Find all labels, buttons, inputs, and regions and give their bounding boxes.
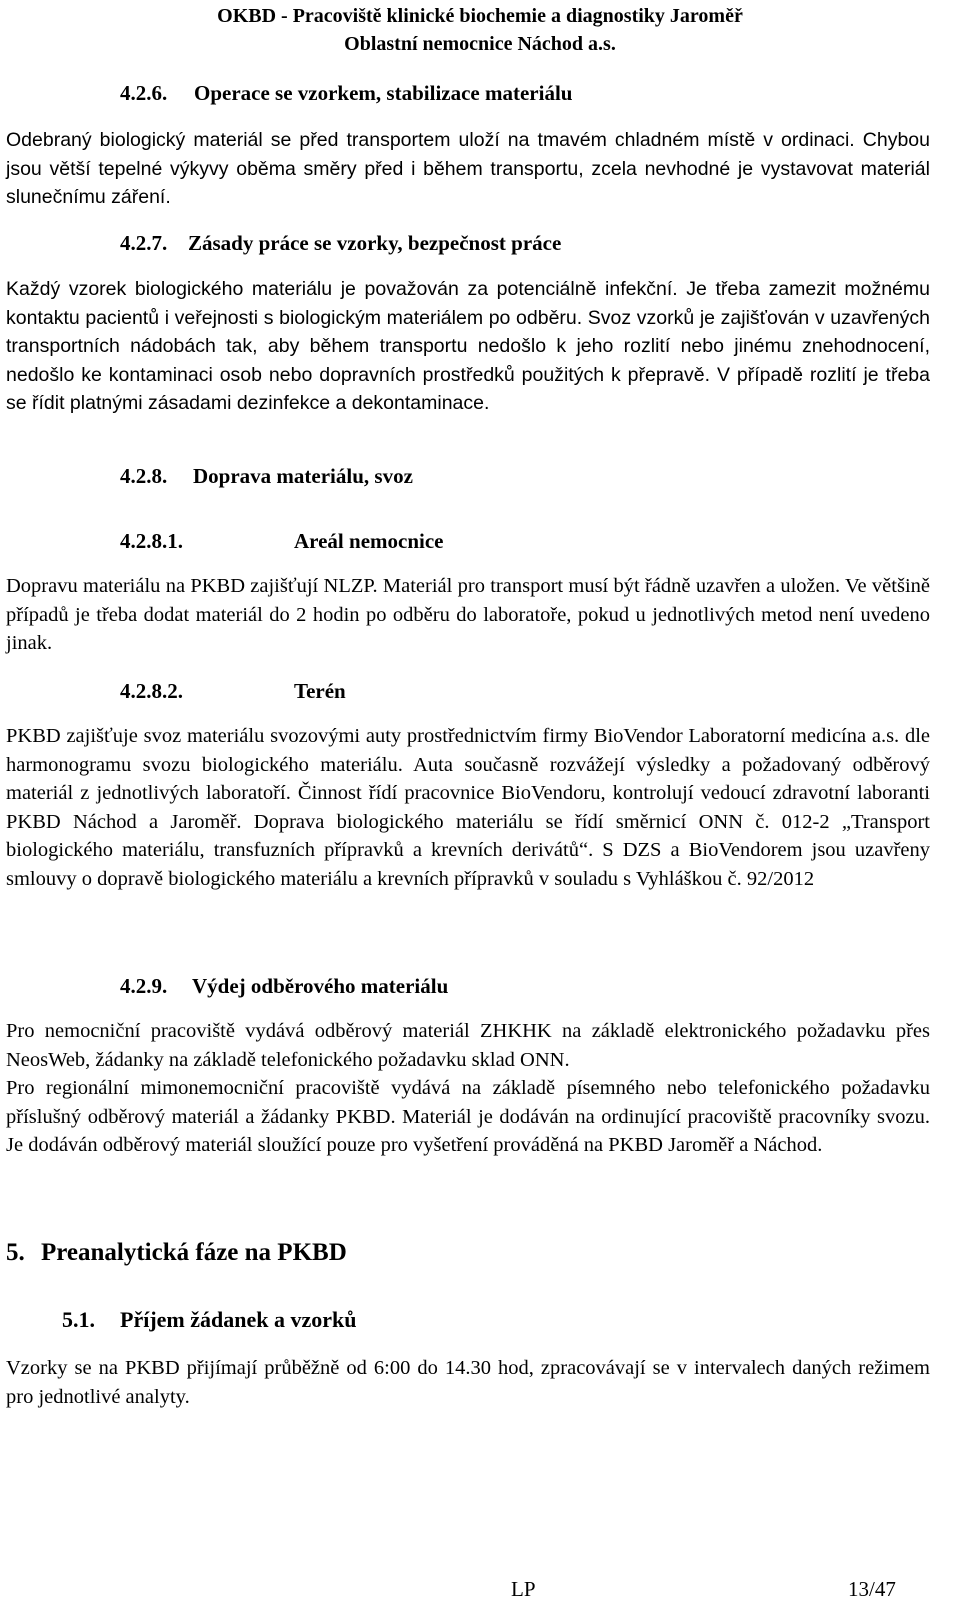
heading-4-2-8-2 xyxy=(120,678,346,704)
paragraph-4-2-9-b: Pro regionální mimonemocniční pracoviště vydává na základě písemného nebo telefonického požadavku příslušný odběrový materiál a žádanky PKBD. Materiál je dodáván na ordinující pracoviště pracovníky svozu. Je dodáván odběrový materiál sloužící pouze pro vyšetření prováděná na PKBD Jaroměř a Náchod. xyxy=(6,1077,930,1157)
heading-number: 4.2.8. xyxy=(120,464,168,488)
heading-title: Areál nemocnice xyxy=(294,529,444,553)
heading-title: Terén xyxy=(294,679,346,703)
heading-title: Preanalytická fáze na PKBD xyxy=(41,1239,347,1266)
heading-number: 4.2.8.1. xyxy=(120,529,183,553)
page-footer xyxy=(0,1574,960,1604)
heading-4-2-8-1 xyxy=(120,528,443,554)
page-number: 13/47 xyxy=(848,1577,896,1601)
heading-title: Operace se vzorkem, stabilizace materiálu xyxy=(194,81,573,105)
paragraph-4-2-6: Odebraný biologický materiál se před transportem uloží na tmavém chladném místě v ordinaci. Chybou jsou větší tepelné výkyvy oběma směry před i během transportu, zcela nevhodné je vystavovat materiál slunečnímu záření. xyxy=(6,129,930,209)
heading-title: Zásady práce se vzorky, bezpečnost práce xyxy=(188,231,562,255)
paragraph-4-2-9-a: Pro nemocniční pracoviště vydává odběrový materiál ZHKHK na základě elektronického požadavku přes NeosWeb, žádanky na základě telefonického požadavku sklad ONN. xyxy=(6,1020,930,1071)
heading-4-2-8 xyxy=(120,463,413,489)
heading-number: 4.2.9. xyxy=(120,974,168,998)
page-header xyxy=(0,2,960,58)
heading-number: 5.1. xyxy=(62,1307,95,1332)
header-department: OKBD - Pracoviště klinické biochemie a diagnostiky Jaroměř xyxy=(217,5,743,27)
paragraph-4-2-8-1: Dopravu materiálu na PKBD zajišťují NLZP. Materiál pro transport musí být řádně uzavřen a uložen. Ve většině případů je třeba dodat materiál do 2 hodin po odběru do laboratoře, pokud u jednotlivých metod není uvedeno jinak. xyxy=(6,575,930,655)
heading-title: Výdej odběrového materiálu xyxy=(192,974,449,998)
heading-5-1 xyxy=(62,1306,356,1334)
paragraph-4-2-8-2: PKBD zajišťuje svoz materiálu svozovými auty prostřednictvím firmy BioVendor Laboratorní medicína a.s. dle harmonogramu svozu biologického materiálu. Auta současně rozvážejí výsledky a požadovaný odběrový materiál z jednotlivých laboratoří. Činnost řídí pracovnice BioVendoru, kontrolují vedoucí zdravotní laboranti PKBD Náchod a Jaroměř. Doprava biologického materiálu se řídí směrnicí ONN č. 012-2 „Transport biologického materiálu, transfuzních přípravků a krevních derivátů“. S DZS a BioVendorem jsou uzavřeny smlouvy o dopravě biologického materiálu a krevních přípravků v souladu s Vyhláškou č. 92/2012 xyxy=(6,725,930,890)
header-hospital: Oblastní nemocnice Náchod a.s. xyxy=(344,33,616,55)
heading-4-2-7 xyxy=(120,230,561,256)
paragraph-4-2-7: Každý vzorek biologického materiálu je považován za potenciálně infekční. Je třeba zamezit možnému kontaktu pacientů i veřejnosti s biologickým materiálem po odběru. Svoz vzorků je zajišťován v uzavřených transportních nádobách tak, aby během transportu nedošlo k jeho rozlití nebo jinému znehodnocení, nedošlo ke kontaminaci osob nebo dopravních prostředků použitých k přepravě. V případě rozlití je třeba se řídit platnými zásadami dezinfekce a dekontaminace. xyxy=(6,278,930,415)
heading-4-2-6 xyxy=(120,80,572,106)
heading-number: 4.2.8.2. xyxy=(120,679,183,703)
heading-number: 5. xyxy=(6,1239,25,1266)
footer-label: LP xyxy=(511,1577,536,1601)
heading-title: Doprava materiálu, svoz xyxy=(193,464,413,488)
heading-4-2-9 xyxy=(120,973,448,999)
heading-5 xyxy=(6,1238,347,1268)
heading-number: 4.2.7. xyxy=(120,231,168,255)
paragraph-5-1: Vzorky se na PKBD přijímají průběžně od 6:00 do 14.30 hod, zpracovávají se v intervalech daných režimem pro jednotlivé analyty. xyxy=(6,1357,930,1408)
heading-number: 4.2.6. xyxy=(120,81,168,105)
heading-title: Příjem žádanek a vzorků xyxy=(120,1307,357,1332)
